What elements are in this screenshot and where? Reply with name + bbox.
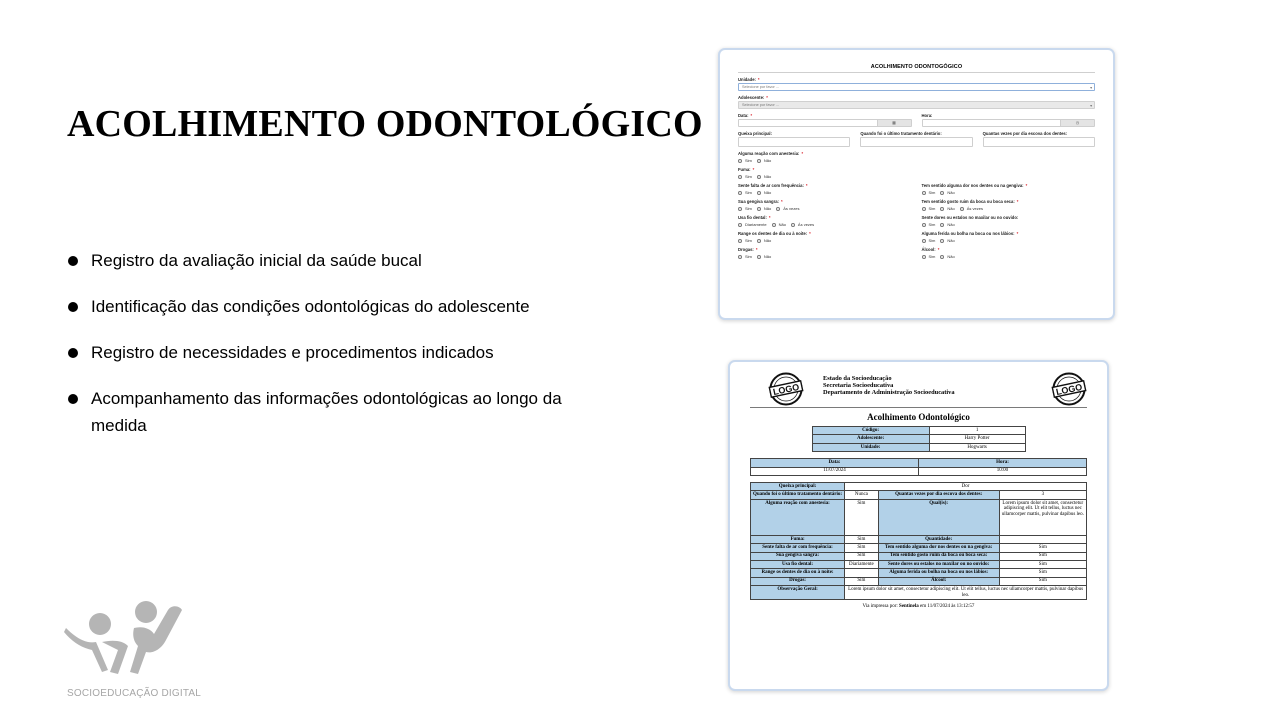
radio-icon	[772, 223, 776, 227]
required-mark: *	[1016, 231, 1019, 236]
logo-stamp-icon	[767, 372, 805, 406]
form-title: ACOLHIMENTO ODONTOGÓGICO	[870, 64, 963, 70]
people-logo-icon	[62, 598, 188, 680]
radio-icon	[757, 159, 761, 163]
svg-text:LOGO: LOGO	[1055, 381, 1084, 398]
data-label: Data: *	[738, 113, 753, 118]
radio-icon	[757, 255, 761, 259]
radio-icon	[922, 255, 926, 259]
ferida-label: Alguma ferida ou bolha na boca ou nos lábios: *	[921, 231, 1019, 236]
report-divider	[750, 407, 1087, 408]
dor-dentes-label: Tem sentido alguma dor nos dentes ou na gengiva: *	[921, 183, 1028, 188]
escova-label: Quantas vezes por dia escova dos dentes:	[982, 131, 1068, 136]
drogas-radio-group[interactable]: Sim Não	[738, 253, 912, 260]
radio-icon	[960, 207, 964, 211]
queixa-textarea[interactable]	[738, 137, 850, 147]
table-row: Observação Geral: Lorem ipsum dolor sit amet, consectetur adipiscing elit. Ut elit tellus, luctus nec ullamcorper mattis, pulvinar dapibus leo.	[751, 586, 1087, 600]
fuma-label: Fuma: *	[738, 167, 755, 172]
logo-stamp-icon	[1050, 372, 1088, 406]
table-row: Unidade: Hogwarts	[812, 443, 1025, 451]
radio-icon	[757, 175, 761, 179]
unidade-label: Unidade: *	[738, 77, 760, 82]
table-row: Drogas: Sim Álcool: Sim	[751, 577, 1087, 585]
bullet-text: Registro de necessidades e procedimentos indicados	[91, 343, 494, 362]
radio-icon	[940, 239, 944, 243]
radio-icon	[757, 239, 761, 243]
date-input[interactable]	[738, 119, 912, 127]
radio-icon	[757, 191, 761, 195]
report-org-block	[823, 375, 955, 396]
text-fields-row	[738, 131, 1095, 151]
bullet-text: Acompanhamento das informações odontológicas ao longo da medida	[91, 389, 562, 435]
date-time-row	[738, 113, 1095, 131]
drogas-label: Drogas: *	[738, 247, 758, 252]
required-mark: *	[752, 167, 755, 172]
dores-estalos-label: Sente dores ou estalos no maxilar ou no ouvido:	[921, 215, 1019, 220]
range-label: Range os dentes de dia ou à noite: *	[738, 231, 811, 236]
form-screenshot	[718, 48, 1115, 320]
time-input[interactable]	[922, 119, 1096, 127]
required-mark: *	[1025, 183, 1028, 188]
escova-input[interactable]	[983, 137, 1095, 147]
bullet-item	[67, 293, 587, 320]
radio-icon	[940, 191, 944, 195]
radio-icon	[738, 191, 742, 195]
ultimo-tratamento-label: Quando foi o último tratamento dentário:	[860, 131, 942, 136]
radio-icon	[922, 223, 926, 227]
gengiva-sangra-label: Sua gengiva sangra: *	[738, 199, 783, 204]
falta-ar-radio-group[interactable]: Sim Não	[738, 189, 912, 196]
radio-icon	[940, 223, 944, 227]
fio-dental-label: Usa fio dental: *	[738, 215, 771, 220]
bullet-item	[67, 247, 587, 274]
adolescente-select[interactable]: Selecione por favor ... ▾	[738, 101, 1095, 109]
bullet-dot-icon	[68, 348, 78, 358]
dores-estalos-radio-group[interactable]: Sim Não	[922, 221, 1096, 228]
gosto-ruim-radio-group[interactable]: Sim Não Ás vezes	[922, 205, 1096, 212]
table-row: Adolescente: Harry Potter	[812, 435, 1025, 443]
radio-icon	[940, 255, 944, 259]
report-header	[750, 372, 1087, 406]
required-mark: *	[768, 215, 771, 220]
required-mark: *	[937, 247, 940, 252]
radio-icon	[922, 191, 926, 195]
radio-icon	[738, 175, 742, 179]
clock-icon[interactable]: ◷	[1060, 120, 1094, 126]
chevron-down-icon: ▾	[1090, 86, 1092, 90]
radio-icon	[738, 207, 742, 211]
chevron-down-icon: ▾	[1090, 104, 1092, 108]
brand-logo	[62, 598, 188, 680]
falta-ar-label: Sente falta de ar com frequência: *	[738, 183, 808, 188]
org-line: Secretaria Socioeducativa	[823, 382, 894, 389]
required-mark: *	[757, 77, 760, 82]
table-row: Fuma: Sim Quantidade:	[751, 535, 1087, 543]
table-row: Quando foi o último tratamento dentário: Nunca Quantas vezes por dia escova dos dentes: 3	[751, 491, 1087, 499]
range-radio-group[interactable]: Sim Não	[738, 237, 912, 244]
table-row: Sua gengiva sangra: Sim Tem sentido gosto ruim da boca ou boca seca: Sim	[751, 552, 1087, 560]
alcool-radio-group[interactable]: Sim Não	[922, 253, 1096, 260]
table-row: Alguma reação com anestesia: Sim Qual(is): Lorem ipsum dolor sit amet, consectetur adipiscing elit. Ut elit tellus, luctus nec ullamcorper mattis, pulvinar dapibus leo.	[751, 499, 1087, 535]
radio-icon	[757, 207, 761, 211]
radio-icon	[922, 239, 926, 243]
hora-label: Hora:	[921, 113, 933, 118]
queixa-label: Queixa principal:	[738, 131, 772, 136]
bullet-dot-icon	[68, 394, 78, 404]
radio-icon	[738, 239, 742, 243]
calendar-icon[interactable]: ▦	[877, 120, 911, 126]
required-mark: *	[780, 199, 783, 204]
footer-brand-text: SOCIOEDUCAÇÃO DIGITAL	[67, 688, 202, 699]
questions-grid	[738, 183, 1095, 263]
unidade-select[interactable]: Selecione por favor ... ▾	[738, 83, 1095, 91]
ferida-radio-group[interactable]: Sim Não	[922, 237, 1096, 244]
table-row: Queixa principal: Dor	[751, 482, 1087, 490]
table-row: Código: 1	[812, 427, 1025, 435]
gengiva-sangra-radio-group[interactable]: Sim Não Ás vezes	[738, 205, 912, 212]
report-details-table	[750, 482, 1087, 600]
ultimo-tratamento-input[interactable]	[860, 137, 972, 147]
adolescente-label: Adolescente: *	[738, 95, 768, 100]
bullet-text: Registro da avaliação inicial da saúde bucal	[91, 251, 422, 270]
required-mark: *	[801, 151, 804, 156]
radio-icon	[922, 207, 926, 211]
gosto-ruim-label: Tem sentido gosto ruim da boca ou boca seca: *	[921, 199, 1019, 204]
anestesia-label: Alguma reação com anestesia: *	[738, 151, 804, 156]
radio-icon	[738, 159, 742, 163]
bullet-item	[67, 385, 587, 439]
radio-icon	[940, 207, 944, 211]
bullet-dot-icon	[68, 302, 78, 312]
fuma-radio-group[interactable]: Sim Não	[738, 173, 1095, 180]
svg-text:LOGO: LOGO	[772, 381, 801, 398]
required-mark: *	[755, 247, 758, 252]
slide-title: ACOLHIMENTO ODONTOLÓGICO	[67, 103, 703, 145]
required-mark: *	[750, 113, 753, 118]
required-mark: *	[805, 183, 808, 188]
dor-dentes-radio-group[interactable]: Sim Não	[922, 189, 1096, 196]
fio-dental-radio-group[interactable]: Diariamente Não Ás vezes	[738, 221, 912, 228]
required-mark: *	[1016, 199, 1019, 204]
table-row: Data: Hora:	[751, 459, 1087, 467]
table-row: Range os dentes de dia ou à noite: Alguma ferida ou bolha na boca ou nos lábios: Sim	[751, 569, 1087, 577]
radio-icon	[776, 207, 780, 211]
table-row: Sente falta de ar com frequência: Sim Tem sentido alguma dor nos dentes ou na gengiva: Sim	[751, 544, 1087, 552]
bullet-item	[67, 339, 587, 366]
radio-icon	[791, 223, 795, 227]
form-divider	[738, 72, 1095, 73]
org-line: Estado da Socioeducação	[823, 375, 892, 382]
radio-icon	[738, 255, 742, 259]
report-id-table	[812, 426, 1026, 452]
report-title: Acolhimento Odontológico	[867, 412, 970, 422]
report-screenshot	[728, 360, 1109, 691]
radio-icon	[738, 223, 742, 227]
bullet-dot-icon	[68, 256, 78, 266]
table-row: Usa fio dental: Diariamente Sente dores ou estalos no maxilar ou no ouvido: Sim	[751, 560, 1087, 568]
required-mark: *	[766, 95, 768, 100]
alcool-label: Álcool: *	[921, 247, 940, 252]
bullet-text: Identificação das condições odontológicas do adolescente	[91, 297, 530, 316]
table-row: 11/07/2024 10:00	[751, 467, 1087, 475]
report-datetime-table	[750, 458, 1087, 476]
required-mark: *	[809, 231, 811, 236]
report-footer: Via impressa por: Sentinela em 11/07/2024 às 13:12:57	[862, 604, 975, 610]
anestesia-radio-group[interactable]: Sim Não	[738, 157, 1095, 164]
bullet-list	[67, 247, 587, 458]
org-line: Departamento de Administração Socioeducativa	[823, 389, 955, 396]
